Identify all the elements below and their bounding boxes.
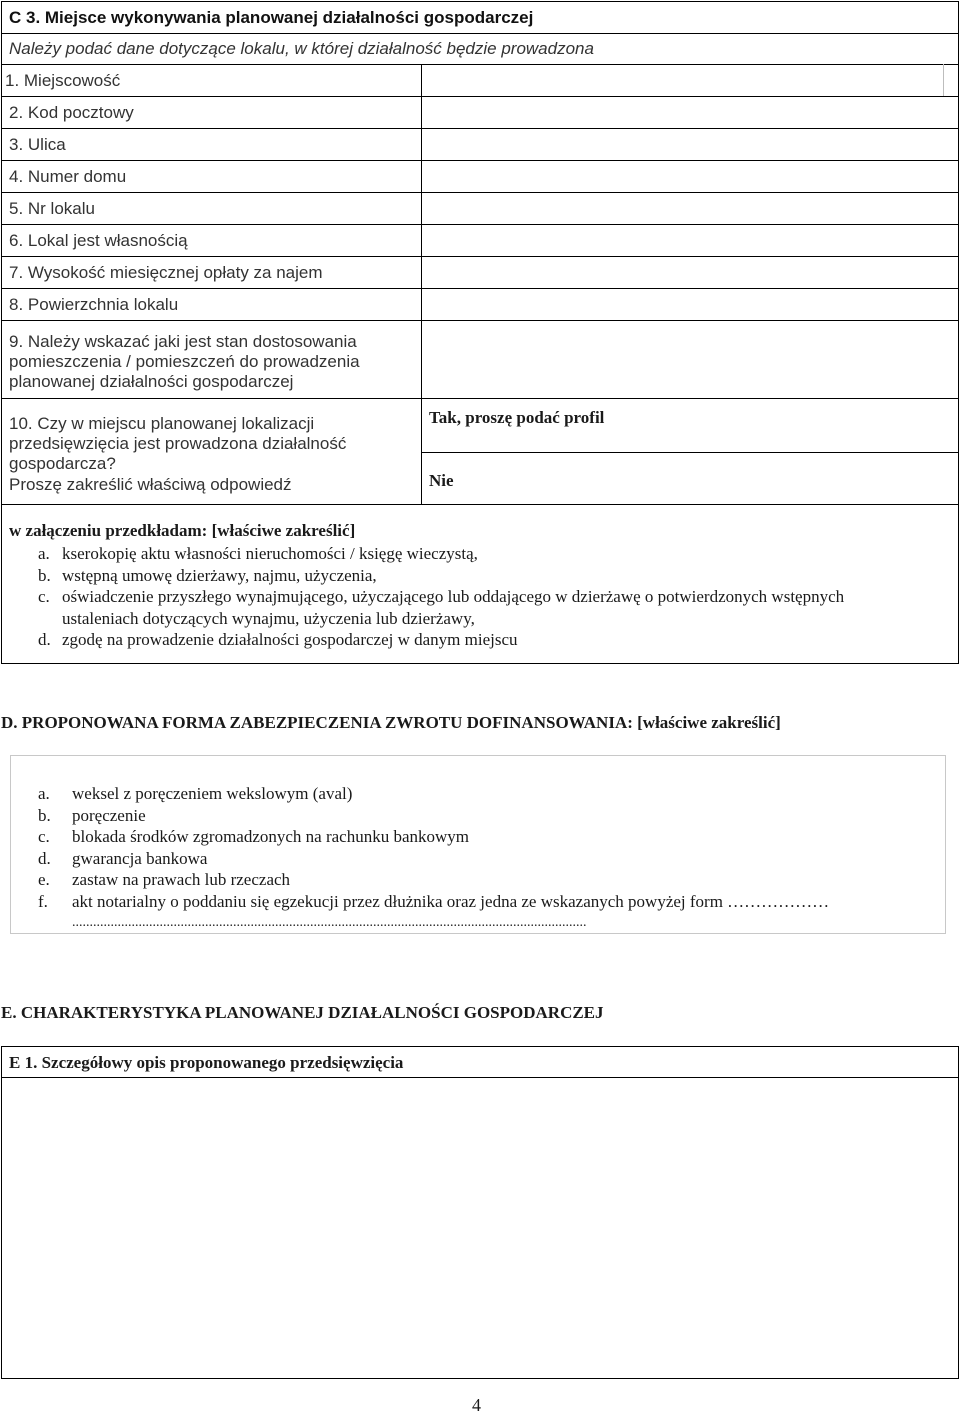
page-number: 4 bbox=[472, 1395, 481, 1415]
row-lokal-wlasnosc-label: 6. Lokal jest własnością bbox=[9, 231, 188, 250]
attachment-item[interactable]: d. zgodę na prowadzenie działalności gospodarczej w danym miejscu bbox=[38, 630, 518, 649]
row-miejscowosc-label: 1. Miejscowość bbox=[5, 71, 121, 90]
e1-description-input[interactable] bbox=[2, 1078, 958, 1378]
row10-label-line1: 10. Czy w miejscu planowanej lokalizacji bbox=[9, 414, 315, 433]
row-kod-pocztowy-label: 2. Kod pocztowy bbox=[9, 103, 134, 122]
row-ulica-label: 3. Ulica bbox=[9, 135, 66, 154]
e1-title: E 1. Szczegółowy opis proponowanego przedsięwzięcia bbox=[9, 1053, 404, 1072]
section-e-heading: E. CHARAKTERYSTYKA PLANOWANEJ DZIAŁALNOŚCI GOSPODARCZEJ bbox=[1, 1003, 604, 1022]
section-d-list bbox=[38, 783, 938, 934]
c3-title: C 3. Miejsce wykonywania planowanej działalności gospodarczej bbox=[9, 8, 534, 27]
row9-label-line3: planowanej działalności gospodarczej bbox=[9, 372, 294, 391]
row-nr-lokalu-label: 5. Nr lokalu bbox=[9, 199, 95, 218]
row10-label-line4: Proszę zakreślić właściwą odpowiedź bbox=[9, 475, 292, 494]
d-item[interactable]: a. weksel z poręczeniem wekslowym (aval) bbox=[38, 784, 353, 803]
row-miejscowosc-input[interactable] bbox=[423, 65, 942, 95]
row-lokal-wlasnosc-input[interactable] bbox=[423, 225, 958, 255]
attachments-heading: w załączeniu przedkładam: [właściwe zakreślić] bbox=[9, 521, 356, 540]
row-powierzchnia-label: 8. Powierzchnia lokalu bbox=[9, 295, 179, 314]
row-numer-domu-input[interactable] bbox=[423, 161, 958, 191]
option-no[interactable]: Nie bbox=[429, 471, 454, 490]
row9-label-line2: pomieszczenia / pomieszczeń do prowadzenia bbox=[9, 352, 360, 371]
d-item[interactable]: f. akt notarialny o poddaniu się egzekucji przez dłużnika oraz jedna ze wskazanych powyżej form ……………… bbox=[38, 891, 830, 911]
attachment-item-continued: ustaleniach dotyczących wynajmu, użyczenia lub dzierżawy, bbox=[62, 608, 475, 628]
attachments-list bbox=[38, 543, 953, 651]
row-powierzchnia-input[interactable] bbox=[423, 289, 958, 319]
row-ulica-input[interactable] bbox=[423, 129, 958, 159]
d-item[interactable]: e. zastaw na prawach lub rzeczach bbox=[38, 870, 291, 889]
row9-input[interactable] bbox=[423, 321, 958, 397]
row10-label-line2: przedsięwzięcia jest prowadzona działalność bbox=[9, 434, 347, 453]
c3-subtitle: Należy podać dane dotyczące lokalu, w której działalność będzie prowadzona bbox=[9, 39, 594, 58]
row-numer-domu-label: 4. Numer domu bbox=[9, 167, 127, 186]
row-nr-lokalu-input[interactable] bbox=[423, 193, 958, 223]
row-oplata-najem-input[interactable] bbox=[423, 257, 958, 287]
section-d-heading: D. PROPONOWANA FORMA ZABEZPIECZENIA ZWROTU DOFINANSOWANIA: [właściwe zakreślić] bbox=[1, 713, 781, 732]
attachment-item[interactable]: c. oświadczenie przyszłego wynajmującego, użyczającego lub oddającego w dzierżawę o potwierdzonych wstępnych bbox=[38, 587, 845, 606]
attachment-item[interactable]: b. wstępną umowę dzierżawy, najmu, użyczenia, bbox=[38, 565, 377, 585]
row10-label-line3: gospodarcza? bbox=[9, 454, 116, 473]
d-item[interactable]: d. gwarancja bankowa bbox=[38, 848, 208, 868]
option-yes[interactable]: Tak, proszę podać profil bbox=[429, 408, 605, 427]
row9-label-line1: 9. Należy wskazać jaki jest stan dostosowania bbox=[9, 332, 357, 351]
d-item[interactable]: c. blokada środków zgromadzonych na rachunku bankowym bbox=[38, 827, 470, 846]
d-item[interactable]: b. poręczenie bbox=[38, 805, 146, 825]
row-oplata-najem-label: 7. Wysokość miesięcznej opłaty za najem bbox=[9, 263, 323, 282]
row-kod-pocztowy-input[interactable] bbox=[423, 97, 958, 127]
attachment-item[interactable]: a. kserokopię aktu własności nieruchomości / księgę wieczystą, bbox=[38, 544, 478, 563]
d-item-dots[interactable]: ................................................................................................................................................... bbox=[72, 915, 587, 930]
